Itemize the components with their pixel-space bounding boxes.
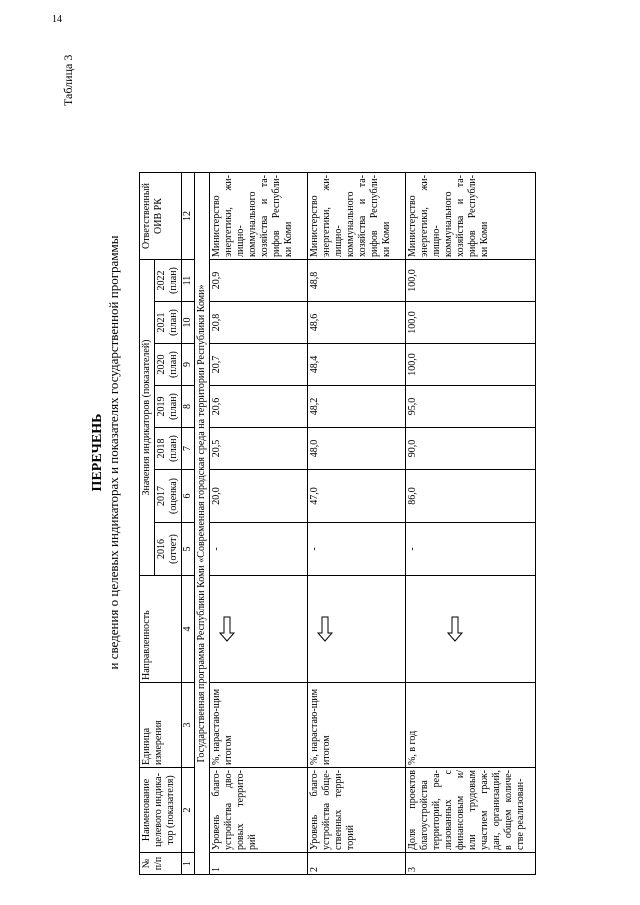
header-responsible: Ответственный ОИВ РК — [140, 173, 182, 260]
column-number: 5 — [182, 523, 195, 576]
column-number: 12 — [182, 173, 195, 260]
page-number: 14 — [52, 14, 62, 25]
column-number: 10 — [182, 302, 195, 344]
header-values-group: Значения индикаторов (показателей) — [140, 260, 155, 576]
value-2016: - — [308, 523, 406, 576]
value-2018: 48,0 — [308, 428, 406, 470]
value-2022: 48,8 — [308, 260, 406, 302]
header-row-1 — [140, 173, 155, 875]
row-responsible: Министерство энергетики, жи-лищно-коммунального хозяйства и та-рифов Республи-ки Коми — [406, 173, 536, 260]
table-row — [308, 173, 406, 875]
column-number: 6 — [182, 470, 195, 523]
table-row — [210, 173, 308, 875]
value-2016: - — [406, 523, 536, 576]
up-arrow-icon — [317, 616, 333, 642]
indicators-table — [139, 172, 536, 875]
column-number: 4 — [182, 576, 195, 683]
value-2018: 90,0 — [406, 428, 536, 470]
header-year: 2019 (план) — [155, 386, 182, 428]
row-direction — [210, 576, 308, 683]
column-number: 1 — [182, 853, 195, 875]
table-label: Таблица 3 — [61, 54, 75, 106]
row-num: 2 — [308, 853, 406, 875]
column-numbers-row — [182, 173, 195, 875]
document-title: ПЕРЕЧЕНЬ — [90, 413, 105, 492]
value-2020: 100,0 — [406, 344, 536, 386]
program-title: Государственная программа Республики Коми «Современная городская среда на территории Республики Коми» — [195, 173, 210, 875]
document-subtitle: и сведения о целевых индикаторах и показателях государственной программы — [106, 235, 121, 670]
value-2017: 20,0 — [210, 470, 308, 523]
row-unit: %, нарастаю-щим итогом — [308, 683, 406, 768]
header-year: 2022 (план) — [155, 260, 182, 302]
header-name: Наименование целевого индика-тор (показателя) — [140, 768, 182, 853]
row-direction — [406, 576, 536, 683]
column-number: 9 — [182, 344, 195, 386]
header-year: 2018 (план) — [155, 428, 182, 470]
header-year: 2016 (отчет) — [155, 523, 182, 576]
header-direction: Направленность — [140, 576, 182, 683]
program-title-row — [195, 173, 210, 875]
column-number: 7 — [182, 428, 195, 470]
header-unit: Единица измерения — [140, 683, 182, 768]
value-2020: 48,4 — [308, 344, 406, 386]
value-2021: 48,6 — [308, 302, 406, 344]
column-number: 8 — [182, 386, 195, 428]
row-responsible: Министерство энергетики, жи-лищно-коммунального хозяйства и та-рифов Республи-ки Коми — [308, 173, 406, 260]
value-2022: 20,9 — [210, 260, 308, 302]
value-2021: 20,8 — [210, 302, 308, 344]
value-2019: 20,6 — [210, 386, 308, 428]
header-num: № п/п — [140, 853, 182, 875]
value-2017: 47,0 — [308, 470, 406, 523]
value-2017: 86,0 — [406, 470, 536, 523]
value-2020: 20,7 — [210, 344, 308, 386]
up-arrow-icon — [219, 616, 235, 642]
value-2016: - — [210, 523, 308, 576]
column-number: 2 — [182, 768, 195, 853]
column-number: 3 — [182, 683, 195, 768]
value-2018: 20,5 — [210, 428, 308, 470]
header-year: 2021 (план) — [155, 302, 182, 344]
value-2019: 48,2 — [308, 386, 406, 428]
table-row — [406, 173, 536, 875]
header-year: 2017 (оценка) — [155, 470, 182, 523]
row-responsible: Министерство энергетики, жи-лищно-коммунального хозяйства и та-рифов Республи-ки Коми — [210, 173, 308, 260]
row-name: Уровень благо-устройства дво-ровых террито-рий — [210, 768, 308, 853]
row-name: Уровень благо-устройства обще-ственных терри-торий — [308, 768, 406, 853]
column-number: 11 — [182, 260, 195, 302]
row-name: Доля проектов благоустройства территорий, реа-лизованных с финансовым и/или трудовым участием граж-дан, организаций, в общем количе-стве реализован- — [406, 768, 536, 853]
up-arrow-icon — [447, 616, 463, 642]
row-unit: %, в год — [406, 683, 536, 768]
row-num: 1 — [210, 853, 308, 875]
row-num: 3 — [406, 853, 536, 875]
value-2022: 100,0 — [406, 260, 536, 302]
value-2019: 95,0 — [406, 386, 536, 428]
value-2021: 100,0 — [406, 302, 536, 344]
row-direction — [308, 576, 406, 683]
header-year: 2020 (план) — [155, 344, 182, 386]
row-unit: %, нарастаю-щим итогом — [210, 683, 308, 768]
